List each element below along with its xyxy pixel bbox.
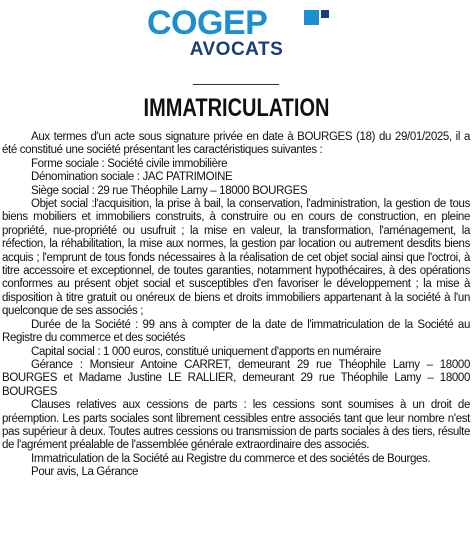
logo-subtitle: AVOCATS <box>189 39 284 60</box>
notice-paragraph: Gérance : Monsieur Antoine CARRET, demeurant 29 rue Théophile Lamy – 18000 BOURGES et Madame Justine LE RALLIER, demeurant 29 rue Théophile Lamy – 18000 BOURGES <box>2 358 470 398</box>
notice-paragraph: Clauses relatives aux cessions de parts : les cessions sont soumises à un droit de préemption. Les parts sociales sont librement cessibles entre associés tant que leur nombre n'est pas supérieur à deux. Toutes autres cessions ou transmission de parts sociales à des tiers, résulte de l'agrément préalable de l'assemblée générale extraordinaire des associés. <box>2 399 470 452</box>
notice-paragraph: Pour avis, La Gérance <box>31 466 139 479</box>
notice-paragraph: Aux termes d'un acte sous signature privée en date à BOURGES (18) du 29/01/2025, il a été constitué une société présentant les caractéristiques suivantes : <box>2 131 470 157</box>
cogep-logo <box>0 2 473 66</box>
notice-body <box>2 131 470 480</box>
notice-paragraph: Objet social :l'acquisition, la prise à bail, la conservation, l'administration, la gestion de tous biens mobiliers et immobiliers construits, à construire ou en cours de construction, en pleine propriété, nue-propriété ou usufruit ; la mise en valeur, la transformation, l'aménagement, la réfection, la réhabilitation, la mise aux normes, la gestion par location ou autrement desdits biens acquis ; l'emprunt de tous fonds nécessaires à la réalisation de cet objet social ainsi que l'octroi, à titre accessoire et exceptionnel, de toutes garanties, notamment hypothécaires, à des opérations conformes au présent objet social et susceptibles d'en favoriser le développement ; la mise à disposition à titre gratuit ou onéreux de biens et droits immobiliers appartenant à la société à l'un quelconque de ses associés ; <box>2 198 470 318</box>
logo-wordmark: COGEP <box>147 4 268 42</box>
notice-paragraph: Capital social : 1 000 euros, constitué uniquement d'apports en numéraire <box>31 345 381 358</box>
page-title: IMMATRICULATION <box>143 94 330 122</box>
notice-paragraph: Forme sociale : Société civile immobilière <box>31 157 228 170</box>
notice-paragraph: Dénomination sociale : JAC PATRIMOINE <box>31 171 233 184</box>
notice-paragraph: Siège social : 29 rue Théophile Lamy – 18000 BOURGES <box>31 184 308 197</box>
title-divider <box>193 84 279 85</box>
square-blocks-icon <box>302 8 330 36</box>
notice-paragraph: Durée de la Société : 99 ans à compter de la date de l'immatriculation de la Société au Registre du commerce et des sociétés <box>2 318 470 345</box>
notice-paragraph: Immatriculation de la Société au Registre du commerce et des sociétés de Bourges. <box>31 452 431 465</box>
